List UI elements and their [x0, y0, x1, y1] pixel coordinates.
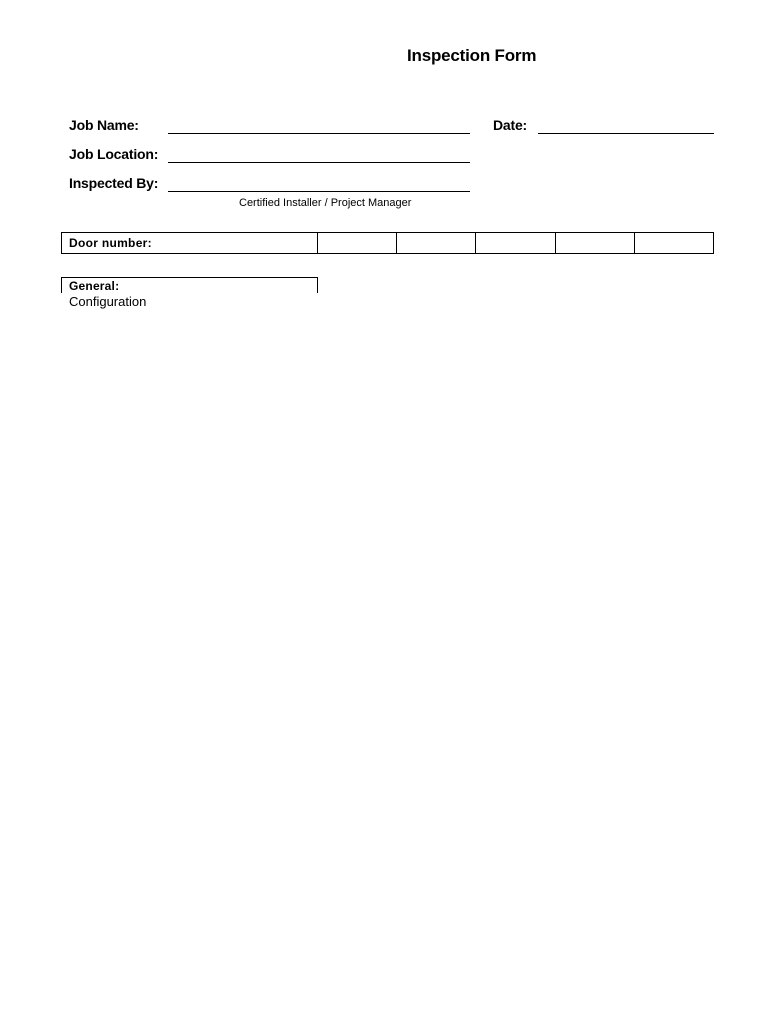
door-number-cell[interactable]	[635, 233, 713, 253]
form-title: Inspection Form	[407, 46, 537, 65]
job-name-label: Job Name:	[69, 117, 139, 133]
job-name-field[interactable]	[168, 133, 470, 134]
door-number-header: Door number:	[62, 233, 318, 253]
door-number-cell[interactable]	[556, 233, 635, 253]
job-location-label: Job Location:	[69, 146, 159, 162]
door-number-cell[interactable]	[476, 233, 555, 253]
general-section-label: General:	[69, 279, 120, 293]
door-number-cell[interactable]	[397, 233, 476, 253]
date-label: Date:	[493, 117, 528, 133]
inspected-by-field[interactable]	[168, 191, 470, 192]
date-field[interactable]	[538, 133, 714, 134]
door-number-table	[61, 232, 714, 254]
inspected-by-caption: Certified Installer / Project Manager	[239, 197, 412, 209]
inspected-by-label: Inspected By:	[69, 175, 159, 191]
job-location-field[interactable]	[168, 162, 470, 163]
configuration-item: Configuration	[69, 294, 147, 309]
door-number-cell[interactable]	[318, 233, 397, 253]
